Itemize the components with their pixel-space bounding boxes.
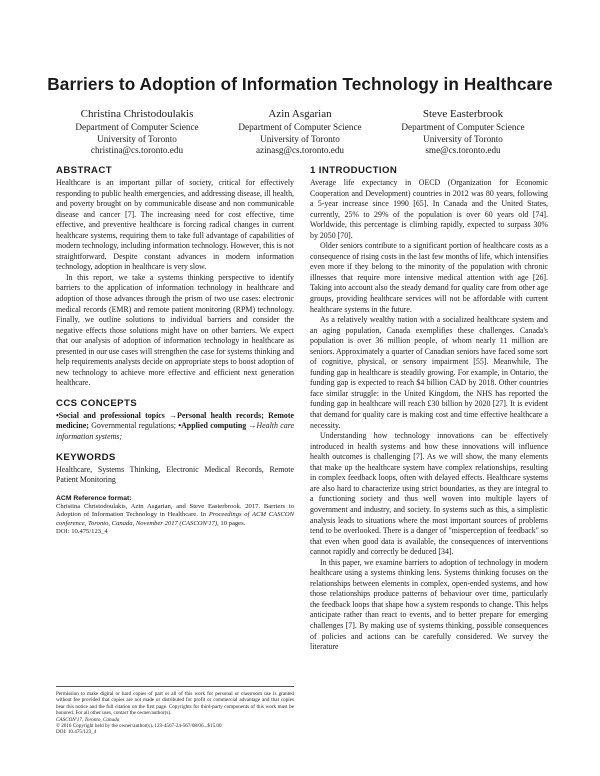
reference-venue: Proceedings of ACM CASCON conference, Toronto, Canada, November 2017 (CASCON'17) bbox=[56, 511, 294, 527]
author-dept: Department of Computer Science bbox=[401, 122, 525, 132]
abstract-paragraph-1: Healthcare is an important pillar of society, critical for effectively responding to public health emergencies, and addressing disease, ill health, and poverty brought on by communicable disease and non communicable disease and cancer [7]. The increasing need for cost effective, time effective, and preventive healthcare is forcing radical changes in current healthcare systems, requiring them to take full advantage of capabilities of modern technology, including information technology. However, this is not straightforward. Despite constant advances in modern information technology, adoption in healthcare is very slow. bbox=[56, 178, 294, 272]
intro-paragraph-3: As a relatively wealthy nation with a socialized healthcare system and an aging population, Canada exemplifies these challenges. Canada's population is over 36 million people, of whom nearly 11 million are seniors. Approximately a quarter of Canadian seniors have faced some sort of cognitive, physical, or sensory impairment [55]. Meanwhile, The funding gap in healthcare is steadily growing. For example, in Ontario, the funding gap is expected to reach $4 billion CAD by 2018. Other countries face similar struggle: in the United Kingdom, the NHS has reported the funding gap in healthcare will reach £30 billion by 2020 [27]. It is evident that demand for quality care is making cost and time effective healthcare a necessity. bbox=[310, 315, 548, 430]
author-name: Azin Asgarian bbox=[268, 108, 332, 120]
ccs-term-remote: Remote medicine; bbox=[56, 410, 295, 431]
ccs-bold-2: •Applied computing bbox=[175, 421, 247, 431]
author-name: Steve Easterbrook bbox=[422, 108, 504, 120]
author-email: sme@cs.toronto.edu bbox=[425, 145, 501, 156]
author-univ: University of Toronto bbox=[423, 133, 503, 144]
permission-footnote bbox=[56, 686, 294, 736]
author-name: Christina Christodoulakis bbox=[80, 108, 194, 120]
ccs-italic: Health care information systems; bbox=[56, 421, 294, 442]
intro-paragraph-1: Average life expectancy in OECD (Organization for Economic Cooperation and Development) countries in 2012 was 80 years, following a 5-year increase since 1990 [65]. In Canada and the United States, currently, 25% to 29% of the population is over 60 years old [74]. Worldwide, this percentage is climbing rapidly, expected to surpass 30% by 2050 [70]. bbox=[310, 178, 548, 240]
intro-paragraph-5: In this paper, we examine barriers to adoption of technology in modern healthcare using a systems thinking lens. Systems thinking focuses on the relationships between elements in complex, open-ended systems, and how those relationships produce patterns of behaviour over time, particularly the feedback loops that shape how a system responds to change. This helps anticipate rather than react to events, and to better prepare for emerging challenges [7]. By making use of systems thinking, possible consequences of policies and actions can be carefully considered. We survey the literature bbox=[310, 557, 548, 652]
intro-paragraph-4: Understanding how technology innovations can be effectively introduced in health systems and how these innovations will influence health outcomes is challenging [7]. As we will show, the many elements that make up the healthcare system have complex relationships, resulting in complex feedback loops, often with delayed effects. Healthcare systems are also hard to characterize using strict boundaries, as they are integral to a functioning society and thus well woven into multiple layers of government and industry, and society. In systems such as this, a simplistic analysis leads to situations where the most important sources of problems tend to be overlooked. There is a danger of "misperception of feedback" so that even when good data is available, the consequences of interventions cannot rapidly and correctly be deduced [34]. bbox=[310, 431, 548, 557]
reference-text bbox=[56, 503, 294, 528]
permission-doi: DOI: 10.475/123_4 bbox=[56, 729, 97, 736]
author-dept: Department of Computer Science bbox=[75, 122, 199, 132]
permission-copyright: © 2016 Copyright held by the owner/author(s). 123-4567-24-567/08/06...$15.00 bbox=[56, 723, 222, 730]
author-email: azinasg@cs.toronto.edu bbox=[255, 145, 345, 156]
ccs-arrow: → bbox=[246, 421, 257, 431]
ccs-text bbox=[56, 411, 294, 443]
right-column bbox=[310, 164, 548, 653]
abstract-heading: ABSTRACT bbox=[56, 165, 112, 176]
reference-pages: , 10 pages. bbox=[217, 519, 246, 527]
ccs-term-regulations: Governmental regulations; bbox=[88, 421, 176, 431]
permission-venue: CASCON'17, Toronto, Canada bbox=[56, 716, 120, 723]
author-email: christina@cs.toronto.edu bbox=[90, 145, 184, 156]
keywords-heading: KEYWORDS bbox=[56, 451, 116, 463]
reference-doi: DOI: 10.475/123_4 bbox=[56, 528, 108, 536]
keywords-text: Healthcare, Systems Thinking, Electronic Medical Records, Remote Patient Monitoring bbox=[56, 464, 294, 485]
intro-paragraph-2: Older seniors contribute to a significant portion of healthcare costs as a consequence of rising costs in the last few months of life, which intensifies even more if they belong to the minority of the population with chronic illnesses that require more intensive medical attention with age [26]. Taking into account also the steady demand for quality care from other age groups, providing healthcare services will not be affordable with current healthcare systems in the future. bbox=[310, 241, 548, 314]
abstract-paragraph-2: In this report, we take a systems thinking perspective to identify barriers to the application of information technology in healthcare and adoption of those advances through the prism of two use cases: electronic medical records (EMR) and remote patient monitoring (RPM) technology. Finally, we outline solutions to individual barriers and consider the negative effects those solutions might have on other barriers. We expect that our analysis of adoption of information technology in healthcare as presented in our use cases will strengthen the case for systems thinking and help requirements analysts decide on appropriate steps to boost adoption of new technology to achieve more effective and efficient next generation healthcare. bbox=[56, 272, 294, 388]
author-block-3 bbox=[363, 107, 563, 157]
ccs-concepts-section bbox=[56, 397, 294, 443]
ccs-heading: CCS CONCEPTS bbox=[56, 397, 138, 409]
reference-citation: Christina Christodoulakis, Azin Asgarian, and Steve Easterbrook. 2017. Barriers to Adoption of Information Technology in Healthcare. In bbox=[56, 503, 294, 519]
paper-title: Barriers to Adoption of Information Technology in Healthcare bbox=[47, 74, 553, 94]
author-univ: University of Toronto bbox=[97, 133, 177, 144]
author-dept: Department of Computer Science bbox=[238, 122, 362, 132]
ccs-bold-1: •Social and professional topics →Personal health records; bbox=[56, 410, 264, 420]
reference-heading: ACM Reference format: bbox=[56, 494, 132, 502]
author-univ: University of Toronto bbox=[260, 133, 340, 144]
introduction-heading: 1 INTRODUCTION bbox=[310, 165, 398, 176]
keywords-section bbox=[56, 451, 294, 486]
left-column bbox=[56, 164, 294, 537]
acm-reference-format bbox=[56, 495, 294, 537]
permission-text: Permission to make digital or hard copies of part or all of this work for personal or classroom use is granted without fee provided that copies are not made or distributed for profit or commercial advantage and that copies bear this notice and the full citation on the first page. Copyrights for third-party components of this work must be honored. For all other uses, contact the owner/author(s). bbox=[56, 691, 294, 717]
